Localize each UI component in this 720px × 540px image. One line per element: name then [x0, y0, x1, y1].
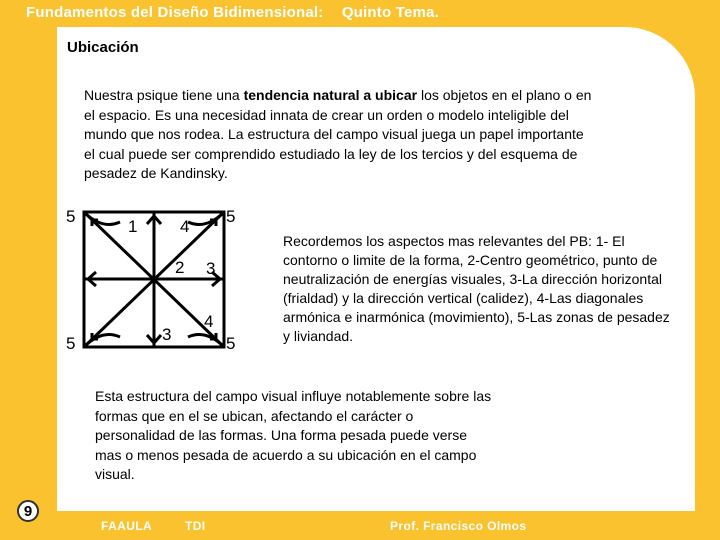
paragraph-intro-emphasis: tendencia natural a ubicar: [243, 87, 418, 103]
corner-arc-bl: [84, 335, 120, 347]
diagram-label-2: 2: [175, 258, 185, 277]
diagram-label-3-bottom: 3: [162, 325, 172, 344]
corner-label-bl: 5: [66, 334, 76, 352]
diagram-label-4-top: 4: [180, 217, 190, 236]
corner-arc-br: [188, 335, 224, 347]
paragraph-pb-aspects: Recordemos los aspectos mas relevantes del PB: 1- El contorno o limite de la forma, 2-Centro geométrico, punto de neutralización de energías visuales, 3-La dirección horizontal (frialdad) y la dirección vertical (calidez), 4-Las diagonales armónica e inarmónica (movimiento), 5-Las zonas de pesadez y liviandad.: [283, 233, 670, 344]
diagram-label-3-right: 3: [206, 259, 216, 278]
footer-org: FAAULA: [101, 519, 153, 533]
page-number-badge: 9: [17, 500, 39, 522]
slide-header: [26, 4, 439, 21]
footer-course-code: TDI: [185, 519, 206, 533]
paragraph-intro-text-b: los objetos en el plano o en el espacio. Es una necesidad innata de crear un orden o modelo inteligible del mundo que nos rodea. La estructura del campo visual juega un papel importante el cual puede ser comprendido estudiado la ley de los tercios y del esquema de pesadez de Kandinsky.: [84, 87, 592, 181]
paragraph-structure-effect: Esta estructura del campo visual influye notablemente sobre las formas que en el se ubican, afectando el carácter o personalidad de las formas. Una forma pesada puede verse mas o menos pesada de acuerdo a su ubicación en el campo visual.: [95, 388, 492, 482]
section-title: Ubicación: [67, 39, 139, 56]
corner-arc-tl: [84, 212, 120, 224]
kandinsky-structure-diagram: [62, 202, 242, 352]
header-topic: Quinto Tema.: [341, 4, 439, 21]
header-course: Fundamentos del Diseño Bidimensional:: [26, 4, 324, 21]
corner-arc-tr: [188, 212, 224, 224]
corner-label-tr: 5: [226, 207, 236, 226]
corner-label-tl: 5: [66, 207, 76, 226]
diagram-label-4-right: 4: [204, 312, 214, 331]
paragraph-intro: [84, 86, 594, 184]
diagram-label-1: 1: [128, 217, 138, 236]
corner-label-br: 5: [226, 334, 236, 352]
footer-professor: Prof. Francisco Olmos: [390, 519, 527, 533]
paragraph-intro-text-a: Nuestra psique tiene una: [84, 87, 244, 103]
